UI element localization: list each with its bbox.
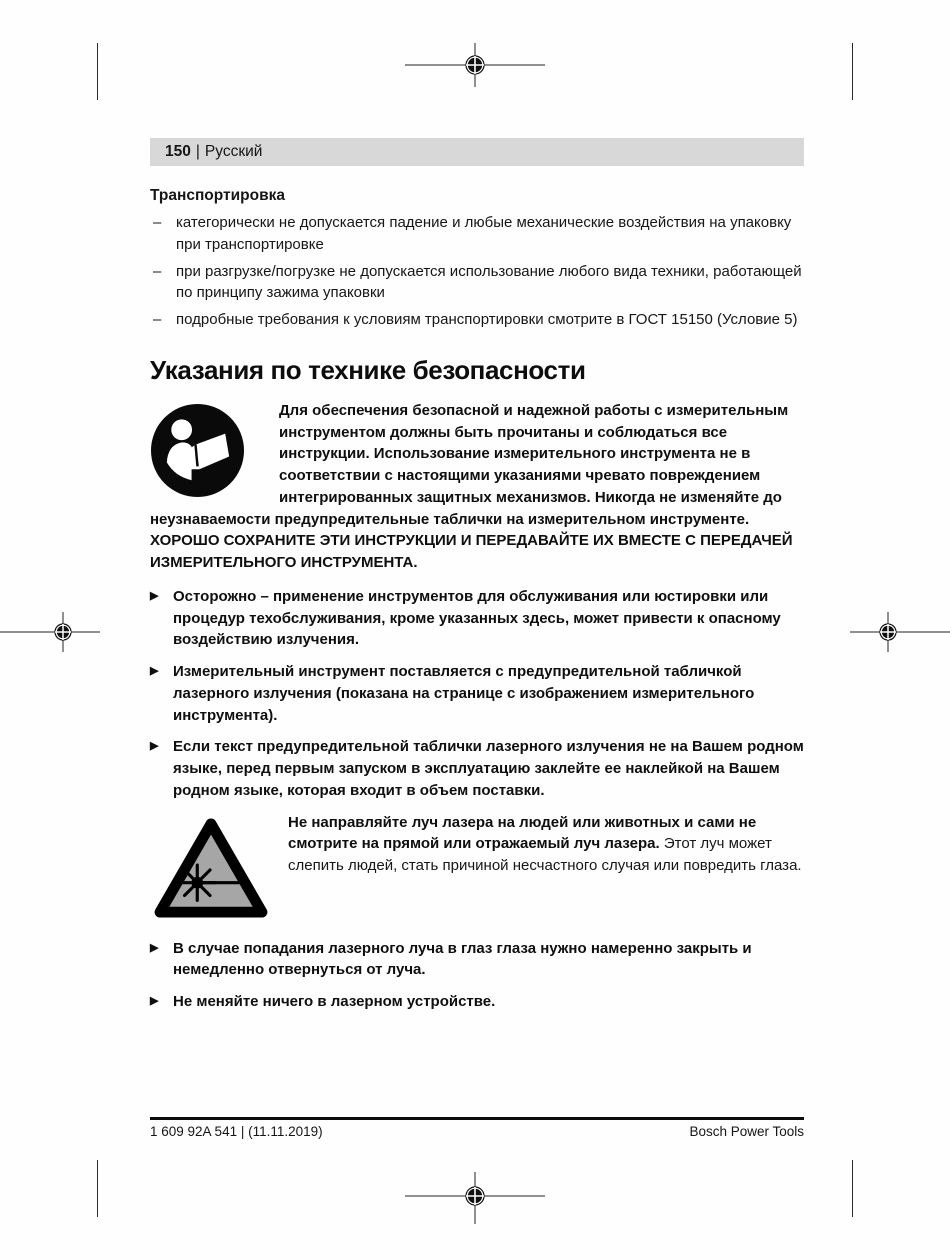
warning-item — [150, 736, 804, 801]
safety-intro-text: Для обеспечения безопасной и надежной работы с измерительным инструментом должны быть прочитаны и соблюдаться все инструкции. Использование измерительного инструмента не в соответствии с настоящими указаниями чревато повреждением интегрированных защитных механизмов. Никогда не изменяйте до неузнаваемости предупредительные таблички на измерительном инструменте. ХОРОШО СОХРАНИТЕ ЭТИ ИНСТРУКЦИИ И ПЕРЕДАВАЙТЕ ИХ ВМЕСТЕ С ПЕРЕДАЧЕЙ ИЗМЕРИТЕЛЬНОГО ИНСТРУМЕНТА. — [150, 401, 793, 571]
arrow-bullet-icon: ▶ — [150, 995, 159, 1007]
arrow-bullet-icon: ▶ — [150, 740, 159, 753]
safety-warning-list-2 — [150, 938, 804, 1013]
warning-item — [150, 661, 804, 726]
language-label: Русский — [204, 143, 263, 160]
crop-mark-top-right — [852, 43, 853, 100]
warning-text: Если текст предупредительной таблички лазерного излучения не на Вашем родном языке, перед первым запуском в эксплуатацию заклейте ее наклейкой на Вашем родном языке, которая входит в объем поставки. — [173, 738, 804, 799]
safety-warning-list — [150, 586, 804, 802]
dash-bullet-icon: – — [153, 262, 162, 280]
list-item-text: при разгрузке/погрузке не допускается использование любого вида техники, работающей по принципу зажима упаковки — [176, 262, 802, 302]
laser-warning-block — [150, 812, 804, 926]
warning-text: Не меняйте ничего в лазерном устройстве. — [173, 993, 496, 1010]
dash-bullet-icon: – — [153, 311, 162, 328]
document-number: 1 609 92A 541 | (11.11.2019) — [150, 1124, 323, 1139]
warning-item — [150, 991, 804, 1013]
list-item — [150, 212, 804, 256]
list-item-text: подробные требования к условиям транспортировки смотрите в ГОСТ 15150 (Условие 5) — [176, 311, 798, 328]
arrow-bullet-icon: ▶ — [150, 589, 159, 602]
warning-text: В случае попадания лазерного луча в глаз глаза нужно намеренно закрыть и немедленно отвернуться от луча. — [173, 939, 752, 979]
page-header — [150, 138, 804, 166]
transport-heading: Транспортировка — [150, 187, 286, 204]
warning-item — [150, 938, 804, 982]
dash-bullet-icon: – — [153, 214, 162, 231]
crop-mark-bottom-left — [97, 1160, 98, 1217]
registration-mark-right — [844, 610, 950, 654]
read-manual-icon — [150, 403, 245, 498]
crop-mark-bottom-right — [852, 1160, 853, 1217]
page-content — [150, 138, 804, 1023]
warning-item — [150, 586, 804, 651]
arrow-bullet-icon: ▶ — [150, 941, 159, 954]
transport-list — [150, 212, 804, 331]
list-item — [150, 309, 804, 331]
registration-mark-bottom — [405, 1172, 545, 1224]
registration-mark-left — [0, 610, 106, 654]
laser-warning-regular-text: Этот луч может слепить людей, стать причиной несчастного случая или повредить глаза. — [288, 835, 802, 874]
publisher-label: Bosch Power Tools — [689, 1124, 804, 1139]
list-item-text: категорически не допускается падение и любые механические воздействия на упаковку при транспортировке — [176, 214, 792, 253]
header-separator: | — [195, 143, 200, 160]
safety-intro-block — [150, 400, 804, 574]
registration-mark-top — [405, 43, 545, 87]
safety-heading: Указания по технике безопасности — [150, 354, 586, 385]
warning-text: Измерительный инструмент поставляется с предупредительной табличкой лазерного излучения (показана на странице с изображением измерительного инструмента). — [173, 663, 755, 724]
page-number: 150 — [165, 143, 191, 160]
laser-warning-bold-text: Не направляйте луч лазера на людей или животных и сами не смотрите на прямой или отражаемый луч лазера. — [288, 813, 757, 853]
warning-text: Осторожно – применение инструментов для обслуживания или юстировки или процедур техобслуживания, кроме указанных здесь, может привести к опасному воздействию излучения. — [173, 587, 781, 649]
crop-mark-top-left — [97, 43, 98, 100]
list-item — [150, 261, 804, 305]
page-footer — [150, 1117, 804, 1139]
arrow-bullet-icon: ▶ — [150, 665, 159, 677]
laser-warning-icon — [152, 816, 270, 920]
